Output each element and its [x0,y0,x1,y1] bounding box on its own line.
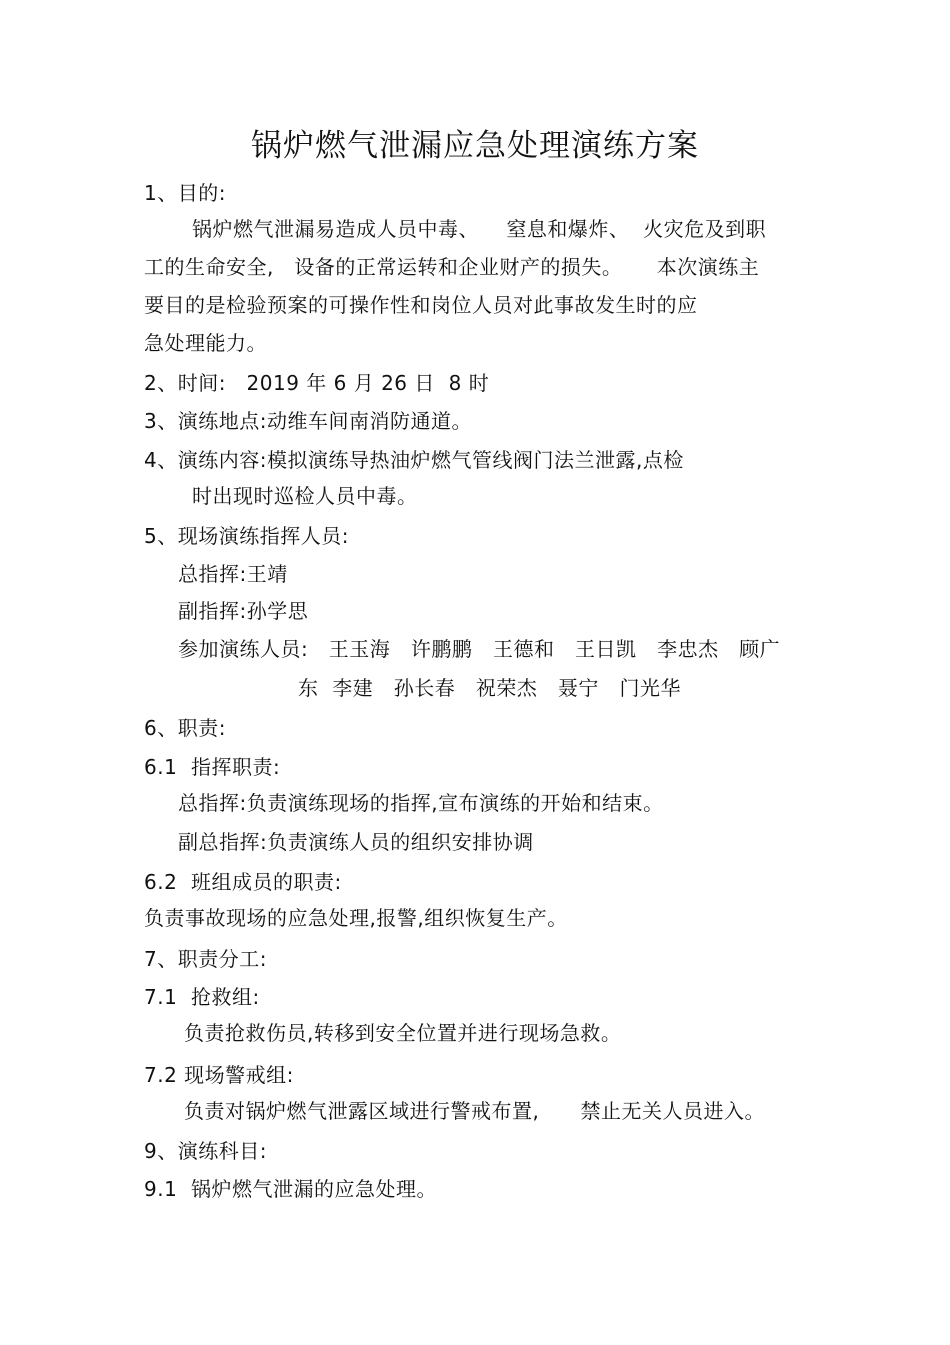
document-title: 锅炉燃气泄漏应急处理演练方案 [251,128,699,164]
section-2-time: 2、时间: 2019 年 6 月 26 日 8 时 [144,371,490,395]
section-7-1-text: 负责抢救伤员,转移到安全位置并进行现场急救。 [184,1021,622,1045]
section-4-content-line-1: 4、演练内容:模拟演练导热油炉燃气管线阀门法兰泄露,点检 [144,448,684,472]
section-5-chief-commander: 总指挥:王靖 [178,562,288,586]
section-7-2-heading: 7.2 现场警戒组: [144,1063,294,1087]
section-5-participants-line-1: 参加演练人员: 王玉海 许鹏鹏 王德和 王日凯 李忠杰 顾广 [178,637,781,661]
section-1-heading: 1、目的: [144,181,226,205]
section-6-2-text: 负责事故现场的应急处理,报警,组织恢复生产。 [144,906,568,930]
section-6-heading: 6、职责: [144,716,226,740]
section-3-location: 3、演练地点:动维车间南消防通道。 [144,409,472,433]
section-4-content-line-2: 时出现时巡检人员中毒。 [192,484,418,508]
section-9-1-text: 9.1 锅炉燃气泄漏的应急处理。 [144,1177,438,1201]
section-5-heading: 5、现场演练指挥人员: [144,524,349,548]
section-9-heading: 9、演练科目: [144,1139,267,1163]
section-1-paragraph-line-4: 急处理能力。 [144,331,267,355]
section-5-participants-line-2: 东 李建 孙长春 祝荣杰 聂宁 门光华 [298,676,682,700]
section-1-paragraph-line-1: 锅炉燃气泄漏易造成人员中毒、 窒息和爆炸、 火灾危及到职 [192,217,767,241]
section-6-1-chief-duty: 总指挥:负责演练现场的指挥,宣布演练的开始和结束。 [178,791,664,815]
section-7-heading: 7、职责分工: [144,947,267,971]
section-6-1-deputy-duty: 副总指挥:负责演练人员的组织安排协调 [178,830,534,854]
section-1-paragraph-line-2: 工的生命安全, 设备的正常运转和企业财产的损失。 本次演练主 [144,255,760,279]
section-6-2-heading: 6.2 班组成员的职责: [144,870,342,894]
section-7-1-heading: 7.1 抢救组: [144,985,260,1009]
section-6-1-heading: 6.1 指挥职责: [144,755,281,779]
section-1-paragraph-line-3: 要目的是检验预案的可操作性和岗位人员对此事故发生时的应 [144,293,698,317]
section-7-2-text: 负责对锅炉燃气泄露区域进行警戒布置, 禁止无关人员进入。 [184,1099,766,1123]
section-5-deputy-commander: 副指挥:孙学思 [178,599,309,623]
